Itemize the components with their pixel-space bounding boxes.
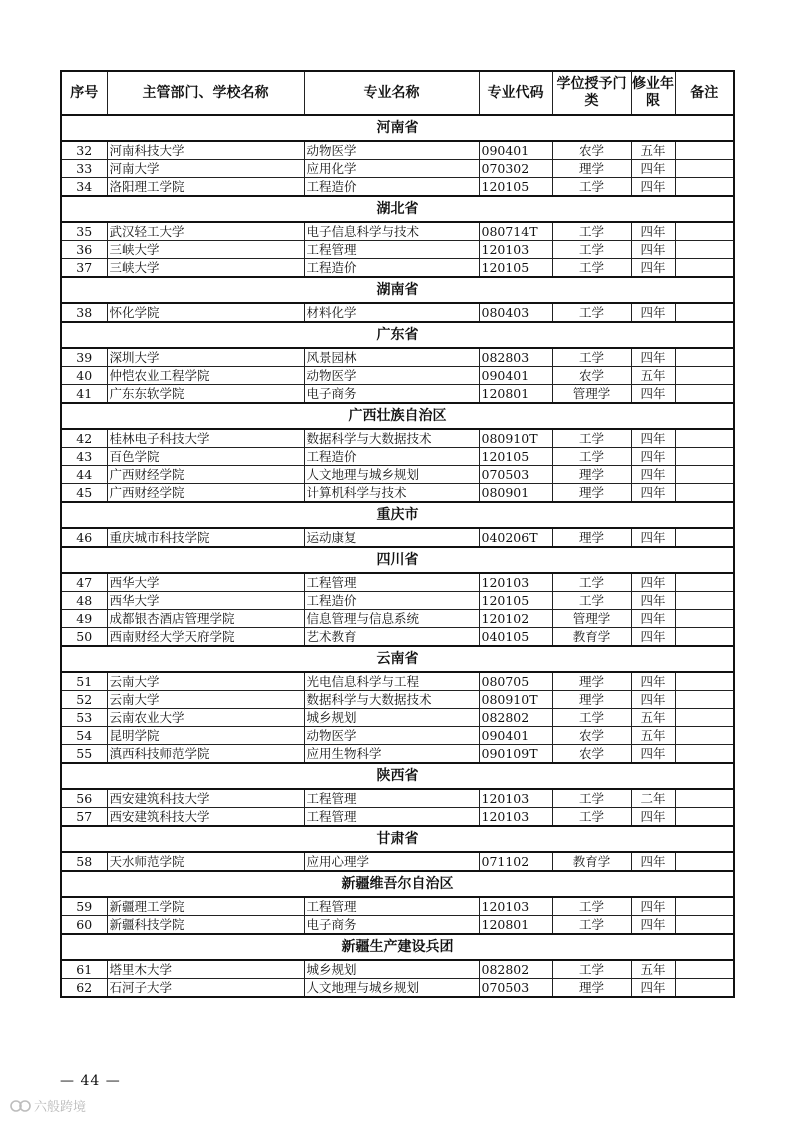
cell-major: 动物医学 — [304, 727, 479, 745]
cell-index: 44 — [61, 466, 107, 484]
header-school: 主管部门、学校名称 — [107, 71, 304, 115]
cell-note — [675, 222, 734, 241]
cell-years: 四年 — [631, 429, 675, 448]
cell-index: 56 — [61, 789, 107, 808]
cell-years: 五年 — [631, 960, 675, 979]
watermark-logo-icon — [10, 1099, 32, 1113]
cell-index: 49 — [61, 610, 107, 628]
cell-index: 39 — [61, 348, 107, 367]
cell-school: 塔里木大学 — [107, 960, 304, 979]
cell-note — [675, 691, 734, 709]
table-row — [61, 610, 734, 628]
cell-index: 48 — [61, 592, 107, 610]
cell-school: 怀化学院 — [107, 303, 304, 322]
cell-years: 四年 — [631, 573, 675, 592]
cell-degree: 理学 — [552, 160, 631, 178]
province-header-row — [61, 826, 734, 852]
cell-note — [675, 429, 734, 448]
page-number: — 44 — — [60, 1073, 121, 1089]
cell-index: 52 — [61, 691, 107, 709]
province-name: 湖南省 — [61, 277, 734, 303]
cell-major: 工程造价 — [304, 592, 479, 610]
cell-years: 四年 — [631, 222, 675, 241]
cell-major: 运动康复 — [304, 528, 479, 547]
cell-code: 080901 — [479, 484, 552, 503]
watermark-text: 六般跨境 — [34, 1100, 87, 1115]
cell-years: 四年 — [631, 241, 675, 259]
cell-code: 090401 — [479, 141, 552, 160]
cell-degree: 工学 — [552, 960, 631, 979]
cell-school: 广东东软学院 — [107, 385, 304, 404]
cell-index: 59 — [61, 897, 107, 916]
table-row — [61, 367, 734, 385]
cell-index: 43 — [61, 448, 107, 466]
cell-school: 滇西科技师范学院 — [107, 745, 304, 764]
cell-index: 40 — [61, 367, 107, 385]
cell-index: 50 — [61, 628, 107, 647]
province-name: 四川省 — [61, 547, 734, 573]
cell-note — [675, 466, 734, 484]
cell-code: 090109T — [479, 745, 552, 764]
cell-note — [675, 348, 734, 367]
cell-index: 58 — [61, 852, 107, 871]
cell-degree: 工学 — [552, 573, 631, 592]
cell-years: 四年 — [631, 303, 675, 322]
province-header-row — [61, 322, 734, 348]
cell-years: 五年 — [631, 141, 675, 160]
province-name: 重庆市 — [61, 502, 734, 528]
cell-major: 应用心理学 — [304, 852, 479, 871]
cell-years: 四年 — [631, 672, 675, 691]
table-row — [61, 160, 734, 178]
cell-school: 桂林电子科技大学 — [107, 429, 304, 448]
cell-note — [675, 592, 734, 610]
cell-school: 石河子大学 — [107, 979, 304, 998]
cell-years: 四年 — [631, 592, 675, 610]
province-name: 甘肃省 — [61, 826, 734, 852]
cell-code: 120105 — [479, 259, 552, 278]
cell-school: 成都银杏酒店管理学院 — [107, 610, 304, 628]
table-row — [61, 303, 734, 322]
cell-code: 120801 — [479, 385, 552, 404]
cell-code: 082803 — [479, 348, 552, 367]
cell-years: 四年 — [631, 745, 675, 764]
province-name: 陕西省 — [61, 763, 734, 789]
cell-degree: 工学 — [552, 303, 631, 322]
cell-degree: 农学 — [552, 727, 631, 745]
cell-school: 三峡大学 — [107, 241, 304, 259]
table-row — [61, 241, 734, 259]
cell-school: 西安建筑科技大学 — [107, 789, 304, 808]
cell-note — [675, 960, 734, 979]
cell-degree: 管理学 — [552, 610, 631, 628]
cell-major: 材料化学 — [304, 303, 479, 322]
province-name: 湖北省 — [61, 196, 734, 222]
cell-code: 120105 — [479, 448, 552, 466]
cell-school: 河南科技大学 — [107, 141, 304, 160]
cell-index: 45 — [61, 484, 107, 503]
cell-school: 新疆科技学院 — [107, 916, 304, 935]
cell-note — [675, 852, 734, 871]
cell-years: 五年 — [631, 367, 675, 385]
cell-index: 37 — [61, 259, 107, 278]
table-row — [61, 852, 734, 871]
cell-major: 工程管理 — [304, 897, 479, 916]
cell-note — [675, 573, 734, 592]
cell-degree: 工学 — [552, 808, 631, 827]
cell-major: 光电信息科学与工程 — [304, 672, 479, 691]
cell-major: 工程造价 — [304, 178, 479, 197]
table-row — [61, 385, 734, 404]
province-header-row — [61, 403, 734, 429]
cell-major: 工程管理 — [304, 241, 479, 259]
cell-degree: 理学 — [552, 672, 631, 691]
cell-degree: 教育学 — [552, 852, 631, 871]
cell-code: 120801 — [479, 916, 552, 935]
cell-note — [675, 385, 734, 404]
header-note: 备注 — [675, 71, 734, 115]
cell-school: 重庆城市科技学院 — [107, 528, 304, 547]
cell-code: 090401 — [479, 367, 552, 385]
cell-years: 五年 — [631, 709, 675, 727]
province-header-row — [61, 547, 734, 573]
cell-index: 62 — [61, 979, 107, 998]
table-row — [61, 466, 734, 484]
cell-note — [675, 628, 734, 647]
cell-code: 082802 — [479, 709, 552, 727]
cell-degree: 理学 — [552, 528, 631, 547]
cell-school: 新疆理工学院 — [107, 897, 304, 916]
cell-school: 西华大学 — [107, 592, 304, 610]
cell-index: 47 — [61, 573, 107, 592]
cell-degree: 工学 — [552, 241, 631, 259]
cell-major: 数据科学与大数据技术 — [304, 691, 479, 709]
cell-years: 四年 — [631, 178, 675, 197]
cell-code: 040206T — [479, 528, 552, 547]
cell-index: 57 — [61, 808, 107, 827]
cell-degree: 工学 — [552, 789, 631, 808]
cell-years: 四年 — [631, 852, 675, 871]
province-header-row — [61, 115, 734, 141]
cell-major: 人文地理与城乡规划 — [304, 466, 479, 484]
cell-code: 082802 — [479, 960, 552, 979]
cell-degree: 工学 — [552, 916, 631, 935]
table-row — [61, 709, 734, 727]
table-body — [61, 115, 734, 997]
cell-years: 四年 — [631, 691, 675, 709]
cell-code: 070302 — [479, 160, 552, 178]
province-name: 新疆生产建设兵团 — [61, 934, 734, 960]
cell-years: 四年 — [631, 259, 675, 278]
table-row — [61, 916, 734, 935]
cell-years: 五年 — [631, 727, 675, 745]
cell-major: 应用生物科学 — [304, 745, 479, 764]
table-row — [61, 672, 734, 691]
table-row — [61, 808, 734, 827]
cell-years: 四年 — [631, 528, 675, 547]
cell-degree: 理学 — [552, 979, 631, 998]
cell-code: 120103 — [479, 897, 552, 916]
cell-note — [675, 303, 734, 322]
cell-major: 工程造价 — [304, 448, 479, 466]
cell-school: 三峡大学 — [107, 259, 304, 278]
cell-school: 百色学院 — [107, 448, 304, 466]
cell-years: 四年 — [631, 348, 675, 367]
cell-major: 城乡规划 — [304, 960, 479, 979]
table-row — [61, 628, 734, 647]
cell-years: 四年 — [631, 808, 675, 827]
cell-note — [675, 789, 734, 808]
cell-years: 四年 — [631, 160, 675, 178]
cell-degree: 教育学 — [552, 628, 631, 647]
table-row — [61, 592, 734, 610]
cell-index: 33 — [61, 160, 107, 178]
table-row — [61, 979, 734, 998]
cell-major: 工程管理 — [304, 573, 479, 592]
cell-note — [675, 141, 734, 160]
cell-note — [675, 484, 734, 503]
cell-major: 动物医学 — [304, 141, 479, 160]
header-years: 修业年限 — [631, 71, 675, 115]
cell-note — [675, 178, 734, 197]
cell-major: 电子商务 — [304, 916, 479, 935]
cell-major: 工程造价 — [304, 259, 479, 278]
cell-degree: 工学 — [552, 348, 631, 367]
table-row — [61, 528, 734, 547]
cell-degree: 工学 — [552, 178, 631, 197]
header-code: 专业代码 — [479, 71, 552, 115]
cell-index: 46 — [61, 528, 107, 547]
header-major: 专业名称 — [304, 71, 479, 115]
cell-school: 洛阳理工学院 — [107, 178, 304, 197]
cell-note — [675, 241, 734, 259]
table-row — [61, 484, 734, 503]
table-row — [61, 960, 734, 979]
cell-degree: 农学 — [552, 141, 631, 160]
table-row — [61, 691, 734, 709]
cell-code: 080910T — [479, 429, 552, 448]
table-row — [61, 348, 734, 367]
cell-years: 二年 — [631, 789, 675, 808]
province-name: 云南省 — [61, 646, 734, 672]
cell-degree: 农学 — [552, 745, 631, 764]
cell-code: 120105 — [479, 592, 552, 610]
major-list-table — [60, 70, 735, 998]
cell-degree: 工学 — [552, 709, 631, 727]
cell-school: 武汉轻工大学 — [107, 222, 304, 241]
province-header-row — [61, 763, 734, 789]
cell-degree: 农学 — [552, 367, 631, 385]
cell-code: 070503 — [479, 979, 552, 998]
cell-school: 广西财经学院 — [107, 484, 304, 503]
cell-school: 昆明学院 — [107, 727, 304, 745]
cell-code: 070503 — [479, 466, 552, 484]
table-row — [61, 141, 734, 160]
cell-years: 四年 — [631, 628, 675, 647]
province-name: 河南省 — [61, 115, 734, 141]
cell-years: 四年 — [631, 385, 675, 404]
cell-note — [675, 672, 734, 691]
cell-index: 38 — [61, 303, 107, 322]
cell-major: 人文地理与城乡规划 — [304, 979, 479, 998]
cell-degree: 理学 — [552, 466, 631, 484]
table-row — [61, 573, 734, 592]
header-index: 序号 — [61, 71, 107, 115]
cell-degree: 工学 — [552, 259, 631, 278]
table-row — [61, 448, 734, 466]
table-row — [61, 429, 734, 448]
cell-note — [675, 610, 734, 628]
cell-index: 34 — [61, 178, 107, 197]
province-header-row — [61, 196, 734, 222]
cell-code: 120105 — [479, 178, 552, 197]
cell-index: 42 — [61, 429, 107, 448]
cell-school: 西华大学 — [107, 573, 304, 592]
province-name: 广东省 — [61, 322, 734, 348]
cell-index: 41 — [61, 385, 107, 404]
cell-code: 040105 — [479, 628, 552, 647]
cell-code: 071102 — [479, 852, 552, 871]
watermark — [10, 1096, 86, 1115]
cell-major: 动物医学 — [304, 367, 479, 385]
major-list-table-container — [60, 70, 733, 998]
cell-years: 四年 — [631, 979, 675, 998]
cell-note — [675, 897, 734, 916]
cell-code: 090401 — [479, 727, 552, 745]
cell-major: 工程管理 — [304, 808, 479, 827]
cell-note — [675, 808, 734, 827]
cell-major: 电子信息科学与技术 — [304, 222, 479, 241]
cell-degree: 工学 — [552, 897, 631, 916]
cell-major: 电子商务 — [304, 385, 479, 404]
header-degree: 学位授予门类 — [552, 71, 631, 115]
cell-school: 西安建筑科技大学 — [107, 808, 304, 827]
cell-index: 61 — [61, 960, 107, 979]
cell-degree: 工学 — [552, 592, 631, 610]
province-name: 新疆维吾尔自治区 — [61, 871, 734, 897]
cell-school: 云南大学 — [107, 672, 304, 691]
cell-major: 风景园林 — [304, 348, 479, 367]
cell-index: 35 — [61, 222, 107, 241]
cell-note — [675, 709, 734, 727]
cell-school: 广西财经学院 — [107, 466, 304, 484]
cell-index: 60 — [61, 916, 107, 935]
cell-years: 四年 — [631, 484, 675, 503]
province-name: 广西壮族自治区 — [61, 403, 734, 429]
cell-note — [675, 367, 734, 385]
cell-major: 应用化学 — [304, 160, 479, 178]
cell-school: 仲恺农业工程学院 — [107, 367, 304, 385]
cell-major: 艺术教育 — [304, 628, 479, 647]
cell-major: 计算机科学与技术 — [304, 484, 479, 503]
cell-note — [675, 448, 734, 466]
cell-index: 55 — [61, 745, 107, 764]
province-header-row — [61, 277, 734, 303]
province-header-row — [61, 502, 734, 528]
cell-code: 080705 — [479, 672, 552, 691]
table-row — [61, 745, 734, 764]
cell-index: 51 — [61, 672, 107, 691]
cell-degree: 管理学 — [552, 385, 631, 404]
cell-code: 120103 — [479, 789, 552, 808]
cell-code: 120103 — [479, 241, 552, 259]
cell-school: 河南大学 — [107, 160, 304, 178]
cell-code: 080714T — [479, 222, 552, 241]
province-header-row — [61, 934, 734, 960]
cell-degree: 工学 — [552, 448, 631, 466]
cell-years: 四年 — [631, 466, 675, 484]
cell-degree: 工学 — [552, 222, 631, 241]
cell-code: 080910T — [479, 691, 552, 709]
cell-major: 城乡规划 — [304, 709, 479, 727]
cell-note — [675, 745, 734, 764]
cell-note — [675, 916, 734, 935]
cell-note — [675, 727, 734, 745]
cell-school: 云南大学 — [107, 691, 304, 709]
cell-note — [675, 979, 734, 998]
cell-school: 天水师范学院 — [107, 852, 304, 871]
cell-degree: 工学 — [552, 429, 631, 448]
cell-degree: 理学 — [552, 484, 631, 503]
cell-index: 54 — [61, 727, 107, 745]
cell-major: 数据科学与大数据技术 — [304, 429, 479, 448]
province-header-row — [61, 646, 734, 672]
cell-note — [675, 160, 734, 178]
cell-school: 云南农业大学 — [107, 709, 304, 727]
cell-index: 36 — [61, 241, 107, 259]
cell-note — [675, 259, 734, 278]
cell-code: 120103 — [479, 573, 552, 592]
cell-code: 080403 — [479, 303, 552, 322]
table-row — [61, 178, 734, 197]
table-row — [61, 789, 734, 808]
table-row — [61, 727, 734, 745]
cell-major: 信息管理与信息系统 — [304, 610, 479, 628]
province-header-row — [61, 871, 734, 897]
cell-code: 120102 — [479, 610, 552, 628]
table-row — [61, 897, 734, 916]
cell-years: 四年 — [631, 448, 675, 466]
table-row — [61, 259, 734, 278]
table-row — [61, 222, 734, 241]
cell-years: 四年 — [631, 610, 675, 628]
cell-school: 西南财经大学天府学院 — [107, 628, 304, 647]
cell-note — [675, 528, 734, 547]
cell-index: 53 — [61, 709, 107, 727]
table-header-row — [61, 71, 734, 115]
cell-code: 120103 — [479, 808, 552, 827]
cell-major: 工程管理 — [304, 789, 479, 808]
cell-index: 32 — [61, 141, 107, 160]
cell-years: 四年 — [631, 916, 675, 935]
cell-degree: 理学 — [552, 691, 631, 709]
cell-years: 四年 — [631, 897, 675, 916]
cell-school: 深圳大学 — [107, 348, 304, 367]
